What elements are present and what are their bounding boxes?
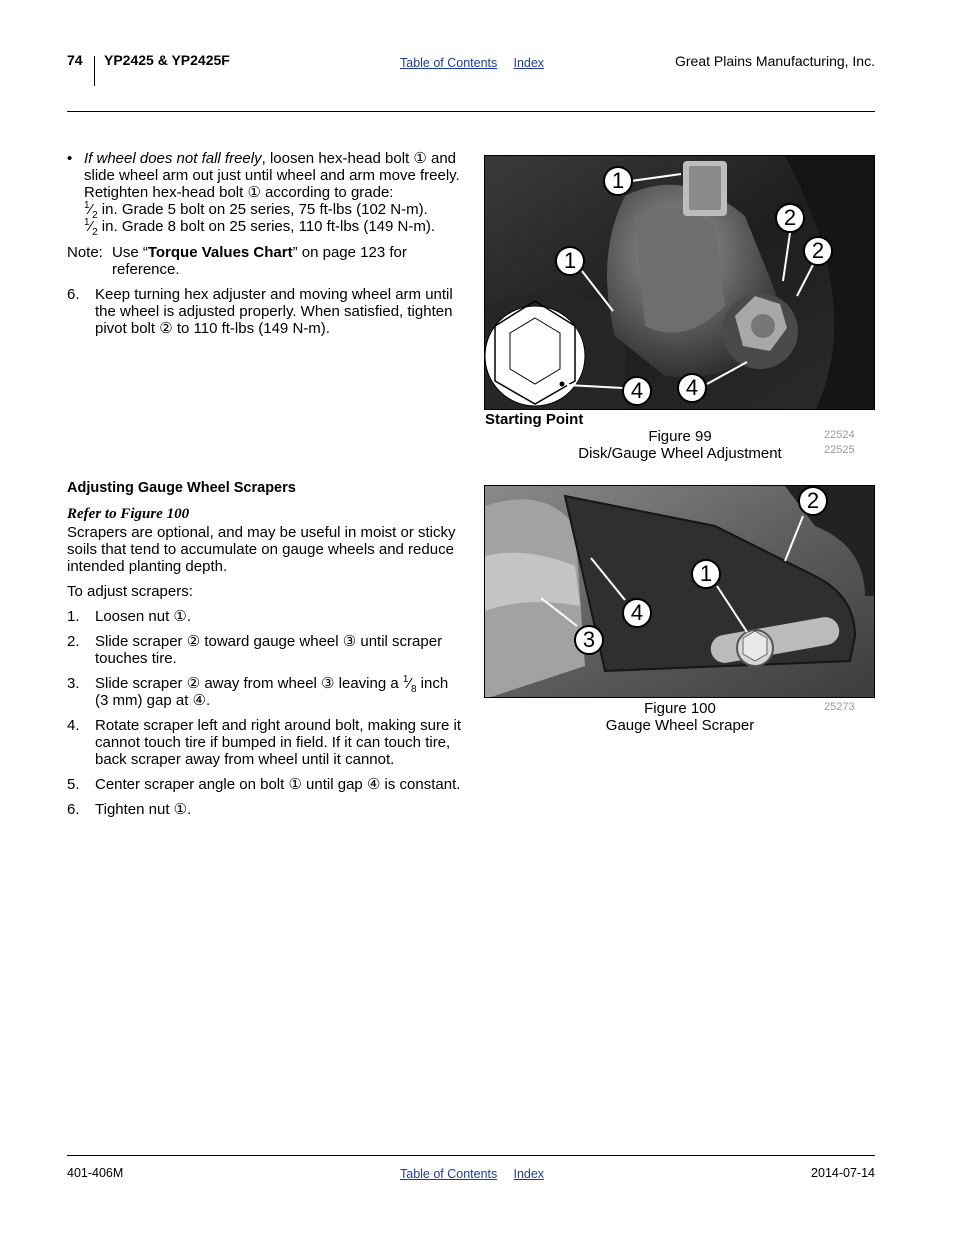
figure-100-number: Figure 100 bbox=[644, 700, 716, 717]
scraper-step-4: 4. Rotate scraper left and right around bolt, making sure it cannot touch tire if bumped in field. If it can touch tire, back scraper away from wheel until it cannot. bbox=[67, 717, 462, 768]
note-block: Note: Use “Torque Values Chart” on page 123 for reference. bbox=[67, 244, 407, 278]
bullet-dot: • bbox=[67, 150, 73, 167]
header-toc-link[interactable]: Table of Contents bbox=[400, 56, 498, 70]
scraper-section bbox=[67, 480, 462, 826]
step-6-adjuster: 6. Keep turning hex adjuster and moving wheel arm until the wheel is adjusted properly. When satisfied, tighten pivot bolt ② to 110 ft-lbs (149 N-m). bbox=[67, 286, 453, 337]
callout-4-adjuster: 4 bbox=[677, 373, 707, 403]
starting-point-label: Starting Point bbox=[485, 411, 584, 428]
scraper-illustration bbox=[485, 486, 875, 698]
figure-100-caption bbox=[560, 700, 800, 734]
bullet-item bbox=[67, 150, 462, 238]
figure-99-caption bbox=[560, 428, 800, 462]
figure-99-title: Disk/Gauge Wheel Adjustment bbox=[578, 445, 782, 462]
note-label: Note: bbox=[67, 244, 103, 261]
callout-4-inset: 4 bbox=[622, 376, 652, 406]
callout-3-wheel: 3 bbox=[574, 625, 604, 655]
scraper-step-6: 6. Tighten nut ①. bbox=[67, 801, 192, 818]
model-title: YP2425 & YP2425F bbox=[104, 52, 230, 68]
scraper-step-2: 2. Slide scraper ② toward gauge wheel ③ until scraper touches tire. bbox=[67, 633, 443, 667]
header-rule bbox=[67, 111, 875, 112]
figure-99-ids: 22524 22525 bbox=[824, 429, 855, 456]
fraction-half-1: $^1⁄_2$ bbox=[84, 200, 98, 221]
callout-2-upper: 2 bbox=[775, 203, 805, 233]
header-links bbox=[400, 54, 556, 72]
footer-date: 2014-07-14 bbox=[811, 1166, 875, 1180]
company-name: Great Plains Manufacturing, Inc. bbox=[675, 53, 875, 69]
refer-figure: Refer to Figure 100 bbox=[67, 506, 190, 522]
page-header bbox=[67, 52, 875, 114]
left-column-top bbox=[67, 150, 462, 345]
header-index-link[interactable]: Index bbox=[513, 56, 545, 70]
scraper-step-5: 5. Center scraper angle on bolt ① until gap ④ is constant. bbox=[67, 776, 461, 793]
bullet-italic: If wheel does not fall freely bbox=[84, 150, 262, 167]
torque-chart-ref: Torque Values Chart bbox=[147, 244, 293, 261]
footer-rule bbox=[67, 1155, 875, 1156]
bullet-text: , loosen hex-head bolt ① and slide wheel arm out just until wheel and arm move freely. Retighten hex-head bolt ① according to grade: bbox=[84, 150, 460, 201]
fraction-eighth: $^1⁄_8$ bbox=[402, 674, 417, 695]
grade8-line: in. Grade 8 bolt on 25 series, 110 ft-lbs (149 N-m). bbox=[97, 218, 436, 235]
callout-2-scraper: 2 bbox=[798, 486, 828, 516]
scraper-step-3: 3. Slide scraper ② away from wheel ③ leaving a $^1⁄_8$ inch (3 mm) gap at ④. bbox=[67, 674, 449, 709]
callout-1-bolt: 1 bbox=[603, 166, 633, 196]
footer-index-link[interactable]: Index bbox=[513, 1167, 545, 1181]
footer-toc-link[interactable]: Table of Contents bbox=[400, 1167, 498, 1181]
doc-number: 401-406M bbox=[67, 1166, 124, 1180]
figure-100-photo bbox=[484, 485, 875, 698]
scraper-step-1: 1. Loosen nut ①. bbox=[67, 608, 192, 625]
fraction-half-2: $^1⁄_2$ bbox=[84, 217, 98, 238]
callout-4-gap: 4 bbox=[622, 598, 652, 628]
footer-links bbox=[400, 1165, 556, 1183]
callout-2-right: 2 bbox=[803, 236, 833, 266]
grade5-line: in. Grade 5 bolt on 25 series, 75 ft-lbs (102 N-m). bbox=[97, 201, 428, 218]
page-number: 74 bbox=[67, 52, 83, 68]
figure-100-id: 25273 bbox=[824, 701, 855, 713]
callout-1-nut: 1 bbox=[691, 559, 721, 589]
figure-99-photo bbox=[484, 155, 875, 410]
scraper-intro: Scrapers are optional, and may be useful in moist or sticky soils that tend to accumulate on gauge wheels and reduce intended planting depth. bbox=[67, 524, 456, 575]
header-divider bbox=[94, 56, 95, 86]
section-heading: Adjusting Gauge Wheel Scrapers bbox=[67, 480, 296, 496]
callout-1-left: 1 bbox=[555, 246, 585, 276]
to-adjust-label: To adjust scrapers: bbox=[67, 583, 193, 600]
figure-99-number: Figure 99 bbox=[648, 428, 712, 445]
disk-wheel-illustration bbox=[485, 156, 875, 410]
figure-100-title: Gauge Wheel Scraper bbox=[605, 717, 755, 734]
